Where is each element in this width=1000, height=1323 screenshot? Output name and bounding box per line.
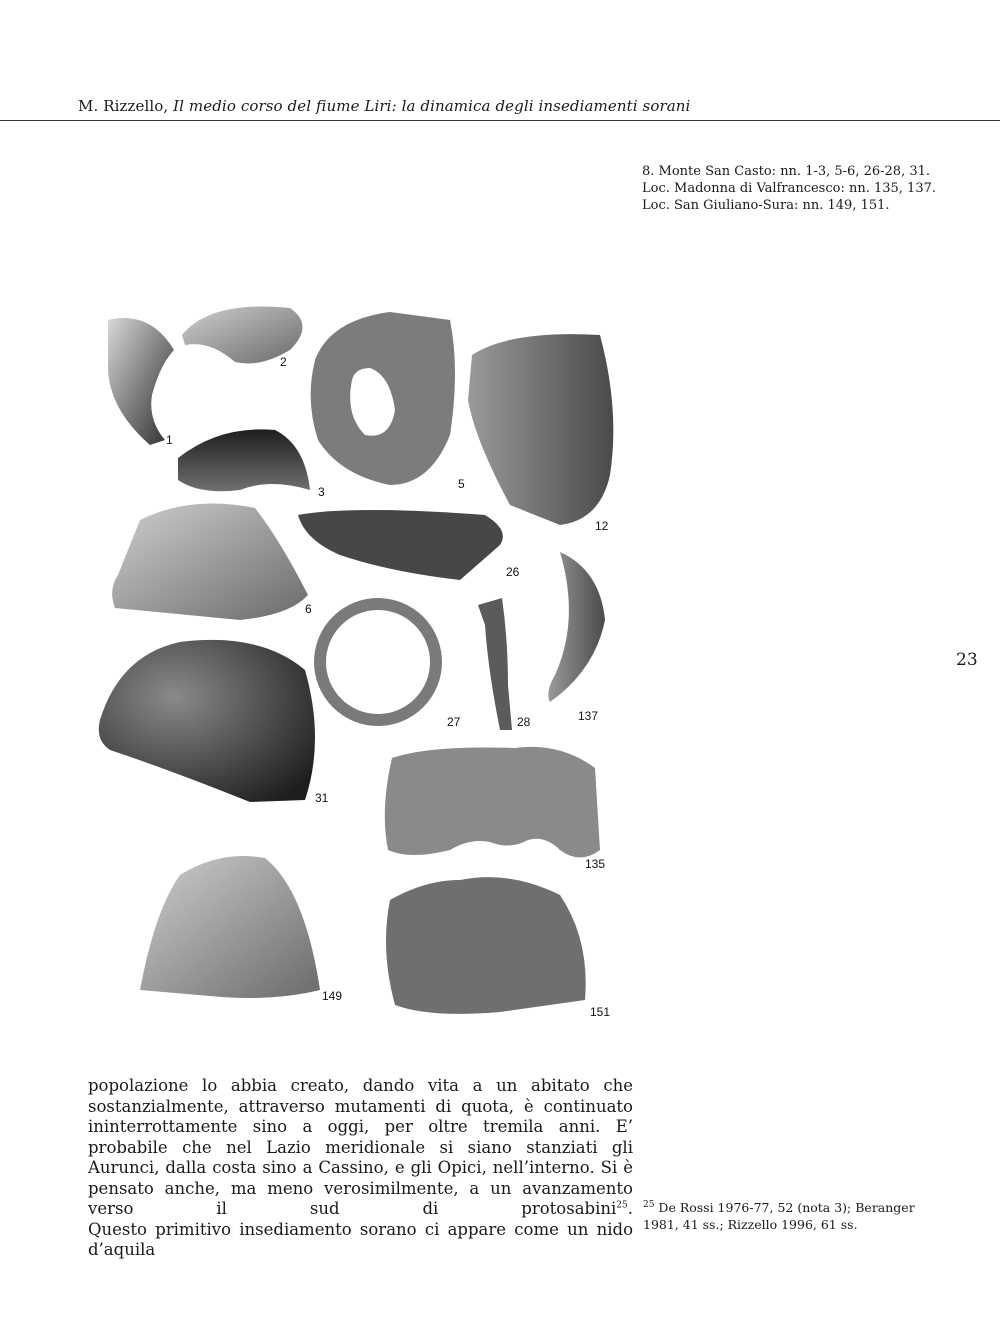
- artifact-5: [311, 312, 455, 485]
- body-text: [88, 1076, 633, 1261]
- artifact-135: [385, 747, 600, 858]
- header-title: Il medio corso del fiume Liri: la dinamica degli insediamenti sorani: [173, 97, 691, 115]
- label-5: 5: [458, 477, 465, 491]
- artifact-149: [140, 856, 320, 998]
- label-135: 135: [585, 857, 606, 871]
- label-151: 151: [590, 1005, 611, 1019]
- footnote-number: 25: [643, 1199, 655, 1210]
- footnote-ref: 25: [616, 1200, 628, 1211]
- label-149: 149: [322, 989, 343, 1003]
- paragraph-1-end: .: [627, 1199, 633, 1218]
- label-31: 31: [315, 791, 329, 805]
- label-28: 28: [517, 715, 531, 729]
- page-number: 23: [956, 650, 978, 670]
- artifact-plate: [90, 290, 650, 1040]
- label-3: 3: [318, 485, 325, 499]
- artifact-137: [548, 552, 605, 702]
- label-12: 12: [595, 519, 609, 533]
- paragraph-1-text: popolazione lo abbia creato, dando vita a un abitato che sostanzialmente, attraverso mutamenti di quota, è continuato ininterrottamente sino a oggi, per oltre tremila anni. E’ probabile che nel Lazio meridionale si siano stanziati gli Aurunci, dalla costa sino a Cassino, e gli Opici, nell’interno. Si è pensato anche, ma meno verosimilmente, a un avanzamento verso il sud di protosabini: [88, 1076, 633, 1218]
- artifact-1: [108, 318, 174, 445]
- paragraph-2: Questo primitivo insediamento sorano ci appare come un nido d’aquila: [88, 1219, 633, 1259]
- footnote-text: De Rossi 1976-77, 52 (nota 3); Beranger 1981, 41 ss.; Rizzello 1996, 61 ss.: [643, 1200, 915, 1232]
- label-26: 26: [506, 565, 520, 579]
- paragraph-1: [88, 1076, 633, 1220]
- label-1: 1: [166, 433, 173, 447]
- label-27: 27: [447, 715, 461, 729]
- header-rule: [0, 120, 1000, 121]
- artifact-3: [178, 429, 310, 491]
- figure-caption: 8. Monte San Casto: nn. 1-3, 5-6, 26-28, 31. Loc. Madonna di Valfrancesco: nn. 135, 137. Loc. San Giuliano-Sura: nn. 149, 151.: [642, 164, 937, 213]
- header-author: M. Rizzello,: [78, 97, 174, 115]
- artifact-26: [298, 510, 503, 580]
- artifact-27: [320, 604, 436, 720]
- label-2: 2: [280, 355, 287, 369]
- artifact-151: [386, 877, 586, 1014]
- footnote: [643, 1200, 943, 1233]
- artifact-6: [112, 504, 308, 620]
- running-header: [78, 97, 690, 115]
- artifact-28: [478, 598, 512, 730]
- label-6: 6: [305, 602, 312, 616]
- artifact-31: [99, 640, 315, 802]
- artifact-12: [468, 334, 613, 525]
- label-137: 137: [578, 709, 599, 723]
